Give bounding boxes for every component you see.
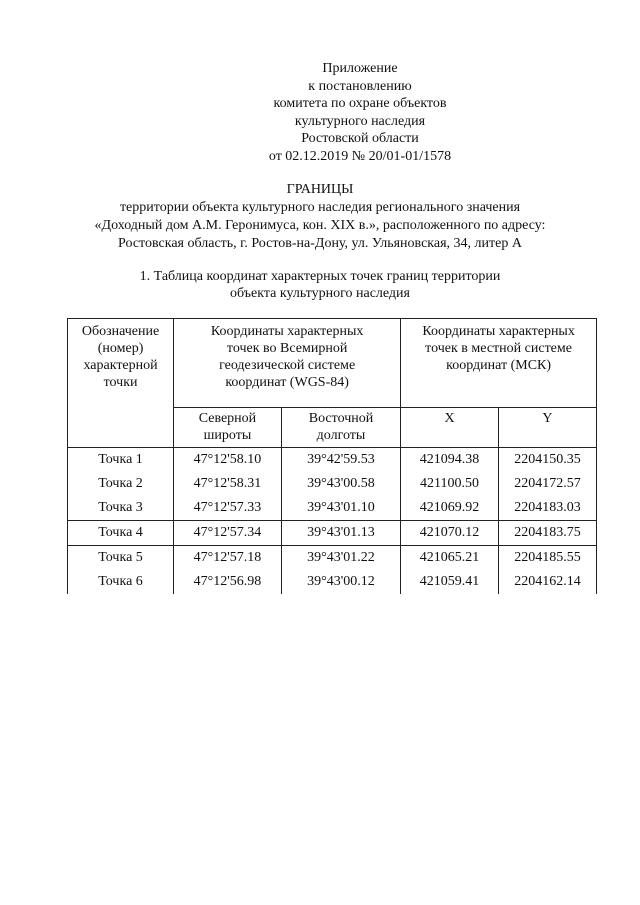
cell-lon: 39°43'01.22 [281, 546, 400, 571]
header-text: точек в местной системе [425, 341, 572, 356]
appendix-line: комитета по охране объектов [273, 96, 447, 112]
table-header-row [68, 319, 597, 408]
table-row [68, 496, 597, 521]
document-title-block [0, 181, 640, 253]
title-line: территории объекта культурного наследия регионального значения [119, 200, 521, 215]
cell-x: 421069.92 [401, 496, 499, 521]
cell-lat: 47°12'57.34 [174, 521, 282, 546]
cell-name: Точка 2 [68, 472, 174, 496]
header-designation-continued [68, 407, 174, 448]
cell-x: 421065.21 [401, 546, 499, 571]
coordinates-table [67, 318, 597, 594]
cell-lat: 47°12'58.31 [174, 472, 282, 496]
cell-x: 421070.12 [401, 521, 499, 546]
header-text: долготы [316, 427, 366, 443]
cell-lat: 47°12'56.98 [174, 570, 282, 594]
appendix-line: к постановлению [308, 78, 412, 94]
header-text: широты [203, 427, 252, 443]
table-row [68, 521, 597, 546]
header-lon [281, 407, 400, 448]
header-text: координат (WGS-84) [225, 375, 349, 390]
cell-y: 2204150.35 [498, 448, 596, 473]
header-text: Восточной [308, 410, 374, 426]
table-row [68, 570, 597, 594]
cell-x: 421059.41 [401, 570, 499, 594]
cell-lon: 39°43'00.12 [281, 570, 400, 594]
cell-name: Точка 3 [68, 496, 174, 521]
header-msk [401, 319, 597, 408]
table-subheader-row [68, 407, 597, 448]
header-text: характерной [83, 358, 158, 373]
table-row [68, 546, 597, 571]
cell-lon: 39°43'01.13 [281, 521, 400, 546]
cell-lon: 39°42'59.53 [281, 448, 400, 473]
cell-y: 2204183.03 [498, 496, 596, 521]
caption-line: 1. Таблица координат характерных точек границ территории [139, 269, 501, 284]
cell-y: 2204172.57 [498, 472, 596, 496]
header-text: (номер) [97, 341, 144, 356]
table-caption [0, 268, 640, 302]
header-text: Северной [198, 410, 257, 426]
table-row [68, 472, 597, 496]
header-x: X [401, 407, 499, 448]
cell-lat: 47°12'57.18 [174, 546, 282, 571]
header-text: геодезической системе [219, 358, 356, 373]
document-heading: ГРАНИЦЫ [286, 182, 354, 197]
cell-name: Точка 5 [68, 546, 174, 571]
cell-lat: 47°12'57.33 [174, 496, 282, 521]
header-wgs [174, 319, 401, 408]
header-designation [68, 319, 174, 408]
cell-x: 421100.50 [401, 472, 499, 496]
header-text: Обозначение [81, 324, 160, 339]
appendix-line: Ростовской области [301, 131, 419, 147]
cell-name: Точка 6 [68, 570, 174, 594]
cell-lat: 47°12'58.10 [174, 448, 282, 473]
cell-y: 2204183.75 [498, 521, 596, 546]
cell-lon: 39°43'01.10 [281, 496, 400, 521]
title-line: «Доходный дом А.М. Геронимуса, кон. XIX в.», расположенного по адресу: [94, 218, 546, 233]
cell-y: 2204185.55 [498, 546, 596, 571]
header-text: Координаты характерных [422, 324, 575, 339]
cell-y: 2204162.14 [498, 570, 596, 594]
table-row [68, 448, 597, 473]
caption-line: объекта культурного наследия [230, 286, 410, 301]
cell-name: Точка 4 [68, 521, 174, 546]
cell-x: 421094.38 [401, 448, 499, 473]
cell-name: Точка 1 [68, 448, 174, 473]
header-text: Координаты характерных [210, 324, 364, 339]
header-y: Y [498, 407, 596, 448]
appendix-date-line: от 02.12.2019 № 20/01-01/1578 [268, 148, 452, 164]
appendix-block [175, 60, 545, 166]
header-text: точки [103, 375, 138, 390]
header-text: точек во Всемирной [226, 341, 348, 356]
appendix-line: Приложение [322, 61, 398, 76]
cell-lon: 39°43'00.58 [281, 472, 400, 496]
header-text: координат (МСК) [446, 358, 552, 373]
title-line: Ростовская область, г. Ростов-на-Дону, ул. Ульяновская, 34, литер А [118, 236, 522, 251]
header-lat [174, 407, 282, 448]
appendix-line: культурного наследия [294, 113, 426, 129]
